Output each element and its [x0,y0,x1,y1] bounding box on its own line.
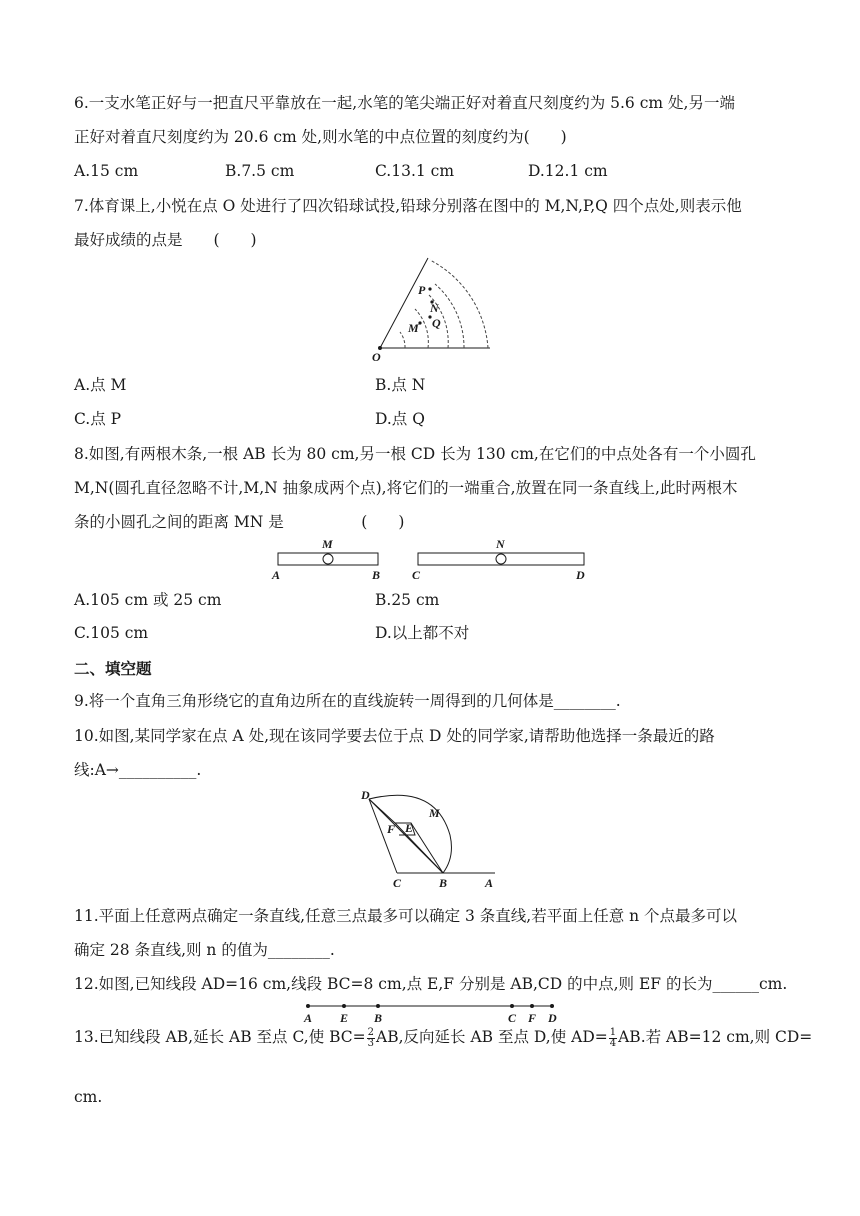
q6-option-c[interactable]: C.13.1 cm [375,162,455,180]
q11-text-line1: 11.平面上任意两点确定一条直线,任意三点最多可以确定 3 条直线,若平面上任意 n 个点最多可以 [74,907,738,925]
q13-text-part3: AB.若 AB=12 cm,则 CD= [618,1028,813,1046]
q12-point-e [342,1004,346,1008]
q12-label-d: D [548,1011,557,1025]
q10-label-d: D [361,788,370,802]
q8-text-line1: 8.如图,有两根木条,一根 AB 长为 80 cm,另一根 CD 长为 130 cm,在它们的中点处各有一个小圆孔 [74,445,756,463]
q8-text-line2: M,N(圆孔直径忽略不计,M,N 抽象成两个点),将它们的一端重合,放置在同一条直线上,此时两根木 [74,479,738,497]
q7-label-q: Q [432,316,441,330]
q13-fraction-ad [609,1028,617,1049]
q12-point-c [510,1004,514,1008]
q13-frac2-denominator: 4 [609,1037,617,1049]
q13-fraction-bc [367,1028,375,1049]
q8-label-b: B [372,568,381,582]
q7-option-b[interactable]: B.点 N [375,376,426,394]
q12-point-b [376,1004,380,1008]
q10-label-a: A [485,876,494,890]
q12-label-b: B [374,1011,383,1025]
q9-text-line1: 9.将一个直角三角形绕它的直角边所在的直线旋转一周得到的几何体是________. [74,692,621,710]
q6-option-d[interactable]: D.12.1 cm [528,162,608,180]
q13-frac1-numerator: 2 [367,1026,375,1038]
q12-label-a: A [304,1011,313,1025]
q8-figure [268,535,598,583]
q10-label-c: C [393,876,402,890]
q10-label-f: F [387,822,396,836]
q13-frac1-denominator: 3 [367,1037,375,1049]
q10-label-e: E [405,821,414,835]
q13-text-part2: AB,反向延长 AB 至点 D,使 AD= [376,1028,608,1046]
q12-figure [296,998,568,1026]
q12-text-line1: 12.如图,已知线段 AD=16 cm,线段 BC=8 cm,点 E,F 分别是 AB,CD 的中点,则 EF 的长为______cm. [74,975,788,993]
q8-label-d: D [576,568,585,582]
q8-label-c: C [412,568,421,582]
q8-text-line3: 条的小圆孔之间的距离 MN 是 ( ) [74,513,405,531]
q10-text-line1: 10.如图,某同学家在点 A 处,现在该同学要去位于点 D 处的同学家,请帮助他选择一条最近的路 [74,727,715,745]
q10-text-line2: 线:A→__________. [74,761,202,779]
q7-label-m: M [408,321,419,335]
q10-label-m: M [429,806,440,820]
q8-label-n: N [496,537,505,551]
q7-option-c[interactable]: C.点 P [74,410,122,428]
q7-text-line1: 7.体育课上,小悦在点 O 处进行了四次铅球试投,铅球分别落在图中的 M,N,P,Q 四个点处,则表示他 [74,197,742,215]
q10-label-b: B [439,876,448,890]
q13-text-line1 [74,1023,812,1051]
q7-label-p: P [418,283,426,297]
q7-option-a[interactable]: A.点 M [74,376,127,394]
q8-label-a: A [272,568,281,582]
q7-label-n: N [430,301,439,315]
q13-text-part1: 13.已知线段 AB,延长 AB 至点 C,使 BC= [74,1028,366,1046]
q7-label-o: O [372,350,381,364]
q12-point-f [530,1004,534,1008]
q6-text-line1: 6.一支水笔正好与一把直尺平靠放在一起,水笔的笔尖端正好对着直尺刻度约为 5.6 cm 处,另一端 [74,94,735,112]
q10-figure [355,785,505,893]
q12-label-c: C [508,1011,517,1025]
q12-label-e: E [340,1011,349,1025]
section-heading-fill-in: 二、填空题 [74,660,152,678]
q8-option-a[interactable]: A.105 cm 或 25 cm [74,591,222,609]
q8-label-m: M [322,537,333,551]
q12-label-f: F [528,1011,537,1025]
q6-text-line2: 正好对着直尺刻度约为 20.6 cm 处,则水笔的中点位置的刻度约为( ) [74,128,567,146]
q8-option-c[interactable]: C.105 cm [74,624,149,642]
q6-option-b[interactable]: B.7.5 cm [225,162,295,180]
q13-text-line2: cm. [74,1088,103,1106]
q12-point-d [550,1004,554,1008]
q7-figure [360,254,500,364]
q8-option-d[interactable]: D.以上都不对 [375,624,470,642]
q7-text-line2: 最好成绩的点是 ( ) [74,231,257,249]
q6-option-a[interactable]: A.15 cm [74,162,139,180]
q11-text-line2: 确定 28 条直线,则 n 的值为________. [74,941,335,959]
q13-frac2-numerator: 1 [609,1026,617,1038]
q12-point-a [306,1004,310,1008]
q7-option-d[interactable]: D.点 Q [375,410,425,428]
q8-option-b[interactable]: B.25 cm [375,591,440,609]
